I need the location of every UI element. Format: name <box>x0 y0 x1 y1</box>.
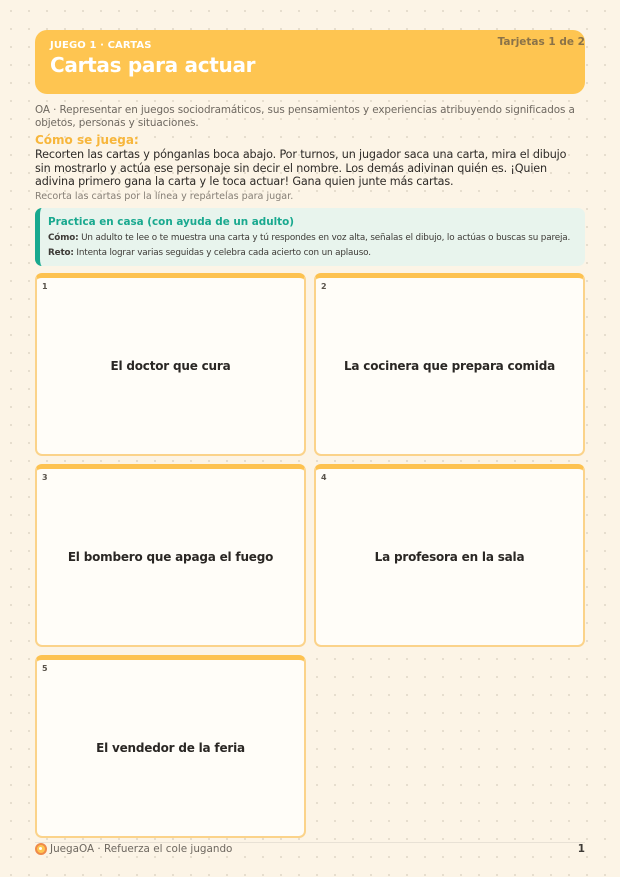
card-text: El bombero que apaga el fuego <box>67 550 274 564</box>
card-3 <box>35 464 306 647</box>
practice-title: Practica en casa (con ayuda de un adulto) <box>48 216 295 228</box>
practice-box <box>35 208 585 266</box>
practice-how-text: Un adulto te lee o te muestra una carta y tú respondes en voz alta, señalas el dibujo, lo actúas o buscas su pareja. <box>81 233 571 243</box>
card-text: El doctor que cura <box>110 359 231 373</box>
card-number: 5 <box>42 664 48 673</box>
practice-challenge-label: Reto: <box>48 248 74 258</box>
card-number: 4 <box>321 473 327 482</box>
cards-counter: Tarjetas 1 de 2 <box>497 36 585 48</box>
footer-brand: JuegaOA · Refuerza el cole jugando <box>50 843 233 855</box>
card-number: 1 <box>42 282 48 291</box>
counter-container <box>35 30 585 50</box>
cut-instructions: Recorta las cartas por la línea y repártelas para jugar. <box>35 191 294 202</box>
learning-objective: OA · Representar en juegos sociodramáticos, sus pensamientos y experiencias atribuyendo significados a objetos, personas y situaciones. <box>35 104 575 129</box>
card-text: La cocinera que prepara comida <box>343 359 556 373</box>
card-text: El vendedor de la feria <box>96 741 245 755</box>
practice-how-label: Cómo: <box>48 233 79 243</box>
card-2 <box>314 273 585 456</box>
card-1 <box>35 273 306 456</box>
card-number: 3 <box>42 473 48 482</box>
practice-challenge <box>48 248 371 258</box>
card-5 <box>35 655 306 838</box>
card-number: 2 <box>321 282 327 291</box>
practice-how <box>48 233 570 243</box>
card-text: La profesora en la sala <box>374 550 525 564</box>
how-to-play-title: Cómo se juega: <box>35 133 139 147</box>
how-to-play-text: Recorten las cartas y pónganlas boca abajo. Por turnos, un jugador saca una carta, mira el dibujo sin mostrarlo y actúa ese personaje sin decir el nombre. Los demás adivinan quién es. ¡Quien adivina primero gana la carta y le toca actuar! Gana quien junte más cartas. <box>35 148 567 189</box>
page-title: Cartas para actuar <box>50 53 256 77</box>
game-label: JUEGO 1 · CARTAS <box>50 40 152 51</box>
brand-logo-icon <box>35 843 47 855</box>
page-number: 1 <box>577 843 585 855</box>
practice-challenge-text: Intenta lograr varias seguidas y celebra cada acierto con un aplauso. <box>76 248 371 258</box>
card-4 <box>314 464 585 647</box>
